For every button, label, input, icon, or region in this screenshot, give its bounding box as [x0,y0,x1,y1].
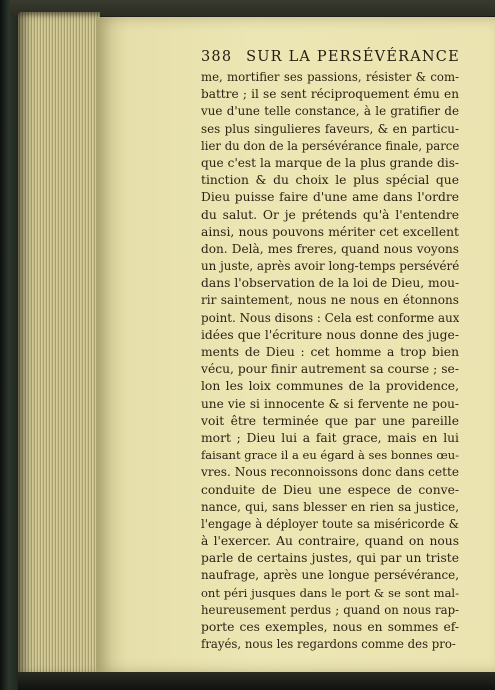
text-line: vécu, pour finir autrement sa course ; se- [201,362,459,377]
body-text [201,69,459,653]
text-line: battre ; il se sent réciproquement ému en [201,87,459,102]
text-line: dans l'observation de la loi de Dieu, mou- [201,276,459,291]
text-line: nance, qui, sans blesser en rien sa justice, [201,499,459,514]
text-line: rir saintement, nous ne nous en étonnons [201,293,459,308]
text-line: heureusement perdus ; quand on nous rap- [201,602,459,617]
text-line: l'engage à déployer toute sa miséricorde & [201,516,459,531]
text-line: faisant grace il a eu égard à ses bonnes œu- [201,448,459,463]
text-line: une vie si innocente & si fervente ne pou- [201,396,459,411]
book-bottom-edge [18,672,495,690]
text-line: mort ; Dieu lui a fait grace, mais en lui [201,430,459,445]
running-title: SUR LA PERSÉVÉRANCE [246,49,460,65]
text-line: que c'est la marque de la plus grande dis- [201,155,459,170]
text-line: lon les loix communes de la providence, [201,379,459,394]
text-line: don. Delà, mes freres, quand nous voyons [201,241,459,256]
text-line: parle de certains justes, qui par un triste [201,551,459,566]
text-line: voit être terminée que par une pareille [201,413,459,428]
page-edges [18,12,100,676]
text-line: du salut. Or je prétends qu'à l'entendre [201,207,459,222]
text-line: naufrage, après une longue persévérance, [201,568,459,583]
text-line: me, mortifier ses passions, résister & com- [201,70,459,84]
text-line: idées que l'écriture nous donne des juge- [201,327,459,342]
text-line: ont péri jusques dans le port & se sont mal- [201,585,459,600]
text-line: ments de Dieu : cet homme a trop bien [201,345,459,359]
text-line: frayés, nous les regardons comme des pro- [201,637,456,652]
text-line: Dieu puisse faire d'une ame dans l'ordre [201,190,459,205]
text-line: ses plus singulieres faveurs, & en particu- [201,121,459,136]
text-line: à l'exercer. Au contraire, quand on nous [201,534,459,549]
text-line: lier du don de la persévérance finale, parce [201,138,459,153]
text-line: porte ces exemples, nous en sommes ef- [201,620,459,634]
text-line: point. Nous disons : Cela est conforme aux [201,310,459,325]
page-number: 388 [201,49,233,65]
text-line: vue d'une telle constance, à le gratifier de [201,104,459,119]
text-line: conduite de Dieu une espece de conve- [201,482,459,497]
text-line: vres. Nous reconnoissons donc dans cette [201,465,459,480]
running-header [201,49,461,65]
text-line: ainsi, nous pouvons mériter cet excellent [201,224,459,239]
text-line: un juste, après avoir long-temps persévéré [201,259,459,274]
text-line: tinction & du choix le plus spécial que [201,173,459,188]
